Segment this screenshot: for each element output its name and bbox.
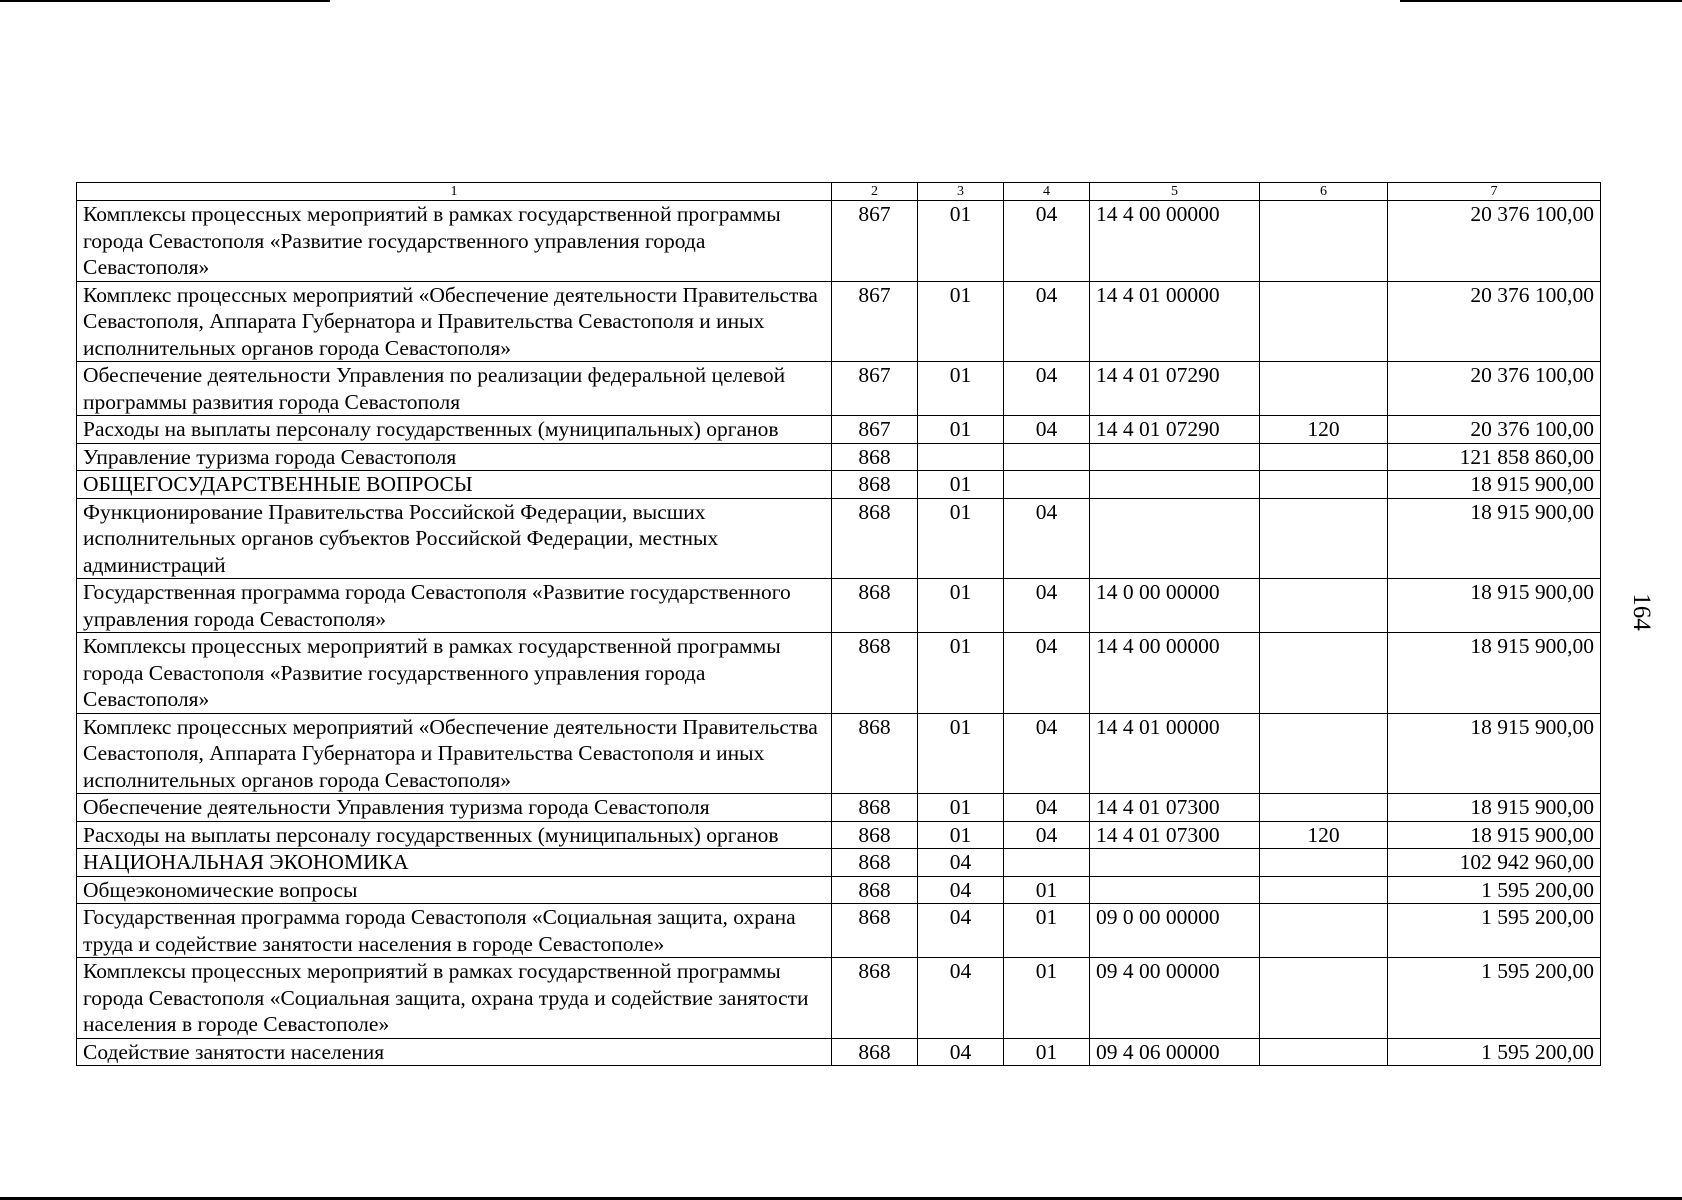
table-row (77, 821, 1601, 849)
department-code: 867 (832, 201, 918, 282)
subsection-code: 04 (1004, 713, 1090, 794)
subsection-code: 04 (1004, 579, 1090, 633)
item-name: Обеспечение деятельности Управления по реализации федеральной целевой программы развития города Севастополя (77, 362, 832, 416)
table-row (77, 1038, 1601, 1066)
item-name: Государственная программа города Севастополя «Социальная защита, охрана труда и содействие занятости населения в городе Севастополе» (77, 904, 832, 958)
target-article-code: 14 4 01 07300 (1090, 794, 1260, 822)
department-code: 868 (832, 1038, 918, 1066)
page-number: 164 (1627, 593, 1655, 631)
section-code: 04 (918, 904, 1004, 958)
subsection-code: 04 (1004, 633, 1090, 714)
table-row (77, 876, 1601, 904)
expense-type-code (1260, 443, 1388, 471)
target-article-code: 14 4 01 00000 (1090, 281, 1260, 362)
target-article-code: 09 0 00 00000 (1090, 904, 1260, 958)
expense-type-code: 120 (1260, 821, 1388, 849)
item-name: Управление туризма города Севастополя (77, 443, 832, 471)
department-code: 868 (832, 794, 918, 822)
column-number: 7 (1388, 183, 1601, 201)
item-name: Комплекс процессных мероприятий «Обеспечение деятельности Правительства Севастополя, Аппарата Губернатора и Правительства Севастополя и иных исполнительных органов города Севастополя» (77, 281, 832, 362)
section-code: 01 (918, 579, 1004, 633)
column-number: 4 (1004, 183, 1090, 201)
subsection-code: 04 (1004, 821, 1090, 849)
amount: 18 915 900,00 (1388, 713, 1601, 794)
target-article-code: 14 4 01 00000 (1090, 713, 1260, 794)
section-code: 01 (918, 498, 1004, 579)
table-row (77, 713, 1601, 794)
expense-type-code (1260, 849, 1388, 877)
amount: 102 942 960,00 (1388, 849, 1601, 877)
item-name: Комплексы процессных мероприятий в рамках государственной программы города Севастополя «Социальная защита, охрана труда и содействие занятости населения в городе Севастополе» (77, 958, 832, 1039)
column-number-row (77, 183, 1601, 201)
department-code: 868 (832, 471, 918, 499)
table-row (77, 443, 1601, 471)
amount: 1 595 200,00 (1388, 958, 1601, 1039)
section-code (918, 443, 1004, 471)
amount: 18 915 900,00 (1388, 821, 1601, 849)
table-row (77, 471, 1601, 499)
item-name: Государственная программа города Севастополя «Развитие государственного управления города Севастополя» (77, 579, 832, 633)
subsection-code: 04 (1004, 281, 1090, 362)
target-article-code (1090, 443, 1260, 471)
section-code: 04 (918, 876, 1004, 904)
amount: 20 376 100,00 (1388, 201, 1601, 282)
department-code: 868 (832, 821, 918, 849)
item-name: Обеспечение деятельности Управления туризма города Севастополя (77, 794, 832, 822)
amount: 121 858 860,00 (1388, 443, 1601, 471)
section-code: 01 (918, 281, 1004, 362)
target-article-code: 09 4 06 00000 (1090, 1038, 1260, 1066)
table-row (77, 201, 1601, 282)
table-row (77, 362, 1601, 416)
section-code: 01 (918, 713, 1004, 794)
department-code: 868 (832, 633, 918, 714)
department-code: 867 (832, 362, 918, 416)
department-code: 867 (832, 281, 918, 362)
subsection-code: 01 (1004, 1038, 1090, 1066)
item-name: Комплексы процессных мероприятий в рамках государственной программы города Севастополя «Развитие государственного управления города Севастополя» (77, 633, 832, 714)
expense-type-code (1260, 498, 1388, 579)
subsection-code (1004, 849, 1090, 877)
expense-type-code (1260, 1038, 1388, 1066)
expense-type-code (1260, 794, 1388, 822)
amount: 18 915 900,00 (1388, 794, 1601, 822)
subsection-code: 04 (1004, 416, 1090, 444)
table-row (77, 958, 1601, 1039)
expense-type-code (1260, 471, 1388, 499)
budget-table (76, 182, 1601, 1066)
subsection-code: 04 (1004, 794, 1090, 822)
expense-type-code (1260, 633, 1388, 714)
subsection-code: 01 (1004, 876, 1090, 904)
subsection-code: 01 (1004, 958, 1090, 1039)
amount: 18 915 900,00 (1388, 579, 1601, 633)
subsection-code: 04 (1004, 498, 1090, 579)
department-code: 868 (832, 498, 918, 579)
expense-type-code (1260, 904, 1388, 958)
subsection-code: 04 (1004, 362, 1090, 416)
column-number: 5 (1090, 183, 1260, 201)
target-article-code (1090, 498, 1260, 579)
expense-type-code (1260, 876, 1388, 904)
column-number: 1 (77, 183, 832, 201)
department-code: 868 (832, 876, 918, 904)
amount: 1 595 200,00 (1388, 876, 1601, 904)
expense-type-code (1260, 362, 1388, 416)
table-row (77, 416, 1601, 444)
expense-type-code (1260, 201, 1388, 282)
item-name: Общеэкономические вопросы (77, 876, 832, 904)
item-name: Функционирование Правительства Российской Федерации, высших исполнительных органов субъектов Российской Федерации, местных администраций (77, 498, 832, 579)
amount: 1 595 200,00 (1388, 904, 1601, 958)
table-row (77, 498, 1601, 579)
item-name: ОБЩЕГОСУДАРСТВЕННЫЕ ВОПРОСЫ (77, 471, 832, 499)
item-name: Комплексы процессных мероприятий в рамках государственной программы города Севастополя «Развитие государственного управления города Севастополя» (77, 201, 832, 282)
table-row (77, 849, 1601, 877)
section-code: 01 (918, 416, 1004, 444)
target-article-code (1090, 471, 1260, 499)
section-code: 04 (918, 958, 1004, 1039)
section-code: 01 (918, 471, 1004, 499)
item-name: Расходы на выплаты персоналу государственных (муниципальных) органов (77, 821, 832, 849)
target-article-code: 14 4 00 00000 (1090, 633, 1260, 714)
item-name: Расходы на выплаты персоналу государственных (муниципальных) органов (77, 416, 832, 444)
target-article-code (1090, 849, 1260, 877)
expense-type-code (1260, 281, 1388, 362)
expense-type-code (1260, 579, 1388, 633)
department-code: 868 (832, 958, 918, 1039)
column-number: 6 (1260, 183, 1388, 201)
item-name: Комплекс процессных мероприятий «Обеспечение деятельности Правительства Севастополя, Аппарата Губернатора и Правительства Севастополя и иных исполнительных органов города Севастополя» (77, 713, 832, 794)
amount: 20 376 100,00 (1388, 416, 1601, 444)
department-code: 868 (832, 713, 918, 794)
subsection-code: 04 (1004, 201, 1090, 282)
department-code: 868 (832, 904, 918, 958)
amount: 18 915 900,00 (1388, 633, 1601, 714)
target-article-code: 14 4 01 07290 (1090, 362, 1260, 416)
section-code: 01 (918, 821, 1004, 849)
expense-type-code (1260, 713, 1388, 794)
item-name: НАЦИОНАЛЬНАЯ ЭКОНОМИКА (77, 849, 832, 877)
section-code: 01 (918, 633, 1004, 714)
department-code: 868 (832, 443, 918, 471)
table-row (77, 633, 1601, 714)
amount: 18 915 900,00 (1388, 498, 1601, 579)
expense-type-code: 120 (1260, 416, 1388, 444)
amount: 18 915 900,00 (1388, 471, 1601, 499)
table-row (77, 794, 1601, 822)
section-code: 01 (918, 362, 1004, 416)
item-name: Содействие занятости населения (77, 1038, 832, 1066)
department-code: 868 (832, 849, 918, 877)
department-code: 868 (832, 579, 918, 633)
table-row (77, 904, 1601, 958)
top-edge-line-right (1400, 0, 1682, 2)
column-number: 3 (918, 183, 1004, 201)
department-code: 867 (832, 416, 918, 444)
target-article-code: 14 0 00 00000 (1090, 579, 1260, 633)
target-article-code: 09 4 00 00000 (1090, 958, 1260, 1039)
column-number: 2 (832, 183, 918, 201)
table-row (77, 579, 1601, 633)
amount: 20 376 100,00 (1388, 281, 1601, 362)
subsection-code (1004, 471, 1090, 499)
top-edge-line-left (0, 0, 330, 2)
expense-type-code (1260, 958, 1388, 1039)
section-code: 04 (918, 1038, 1004, 1066)
amount: 1 595 200,00 (1388, 1038, 1601, 1066)
table-row (77, 281, 1601, 362)
target-article-code: 14 4 01 07300 (1090, 821, 1260, 849)
target-article-code (1090, 876, 1260, 904)
target-article-code: 14 4 01 07290 (1090, 416, 1260, 444)
section-code: 01 (918, 201, 1004, 282)
amount: 20 376 100,00 (1388, 362, 1601, 416)
section-code: 04 (918, 849, 1004, 877)
subsection-code (1004, 443, 1090, 471)
target-article-code: 14 4 00 00000 (1090, 201, 1260, 282)
subsection-code: 01 (1004, 904, 1090, 958)
section-code: 01 (918, 794, 1004, 822)
